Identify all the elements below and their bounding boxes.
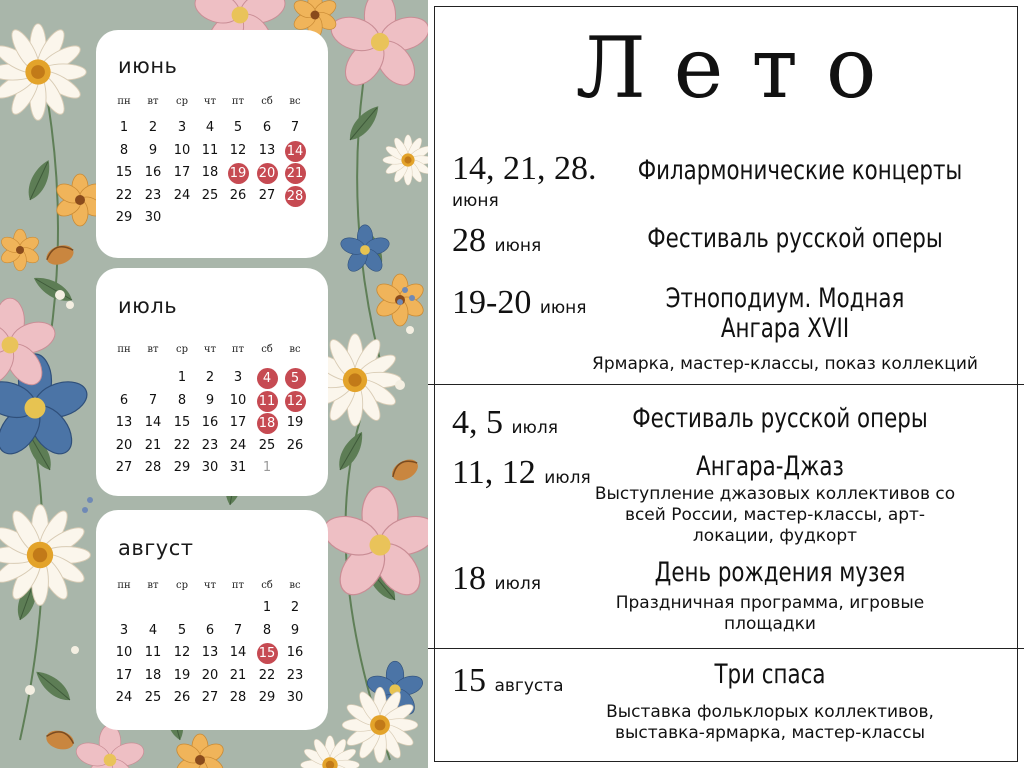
- calendar-day: 24: [115, 690, 133, 705]
- calendar-day: 15: [253, 643, 281, 663]
- calendar-day: 22: [258, 667, 276, 683]
- event-title: Фестиваль русской оперы: [632, 403, 928, 434]
- event-date-unit: июня: [494, 236, 542, 256]
- month-title: август: [118, 536, 194, 560]
- calendar-day: 2: [205, 370, 215, 385]
- month-title: июнь: [118, 54, 178, 78]
- weekday-label: сб: [261, 580, 273, 591]
- calendar-day: 25: [258, 437, 276, 453]
- calendar-day: 16: [144, 165, 162, 180]
- event-date-unit: августа: [494, 676, 564, 696]
- weekday-label: пн: [117, 344, 131, 355]
- calendar-day: 11: [253, 391, 281, 411]
- calendar-day: 16: [286, 645, 304, 660]
- calendar-day: 17: [229, 415, 247, 430]
- calendar-day: 10: [229, 392, 247, 408]
- calendar-day: 5: [281, 368, 309, 388]
- calendar-day: 28: [281, 186, 309, 206]
- calendar-day: 9: [205, 392, 215, 408]
- weekday-label: вт: [147, 96, 159, 107]
- calendar-day: 25: [144, 690, 162, 705]
- calendar-day: 14: [281, 141, 309, 161]
- calendar-day: 1: [119, 120, 129, 135]
- calendar-day: 19: [286, 415, 304, 430]
- calendar-day: 14: [229, 645, 247, 660]
- calendar-day: 20: [253, 163, 281, 183]
- calendar-day: 1: [177, 370, 187, 385]
- event-description-line: Выступление джазовых коллективов со: [594, 484, 956, 504]
- event-date-unit: июня: [452, 191, 499, 211]
- calendar-day: 21: [281, 163, 309, 183]
- weekday-label: чт: [203, 96, 217, 107]
- event-date-unit: июля: [494, 574, 541, 594]
- calendar-day: 24: [173, 187, 191, 203]
- event-date-unit: июля: [544, 468, 591, 488]
- calendar-day: 26: [229, 187, 247, 203]
- calendar-day: 15: [115, 165, 133, 180]
- weekday-label: сб: [261, 344, 273, 355]
- weekday-label: чт: [203, 580, 217, 591]
- weekday-label: пн: [117, 580, 131, 591]
- calendar-day: 18: [201, 165, 219, 180]
- calendar-day: 14: [144, 415, 162, 430]
- calendar-day: 6: [262, 120, 272, 135]
- calendar-day: 26: [286, 437, 304, 453]
- calendar-day: 7: [290, 120, 300, 135]
- weekday-label: вс: [289, 580, 301, 591]
- calendar-day: 23: [201, 437, 219, 453]
- event-title-line: Ангара XVII: [720, 313, 850, 344]
- calendar-day: 29: [115, 210, 133, 225]
- calendar-day: 31: [229, 460, 247, 475]
- event-title: Ангара-Джаз: [696, 451, 844, 482]
- calendar-day: 29: [173, 460, 191, 475]
- calendar-day: 6: [205, 622, 215, 638]
- weekday-label: вт: [147, 344, 159, 355]
- calendar-day: 13: [201, 645, 219, 660]
- event-date-unit: июля: [511, 418, 558, 438]
- weekday-label: вт: [147, 580, 159, 591]
- page-title: Лето: [575, 19, 905, 117]
- calendar-day: 12: [281, 391, 309, 411]
- event-date: [452, 406, 558, 445]
- event-date-value: 28: [452, 222, 486, 259]
- calendar-day: 17: [115, 667, 133, 683]
- event-title-line: Этноподиум. Модная: [665, 283, 905, 314]
- event-description-line: Праздничная программа, игровые: [615, 593, 925, 613]
- event-date-value: 15: [452, 662, 486, 699]
- calendar-day: 2: [148, 120, 158, 135]
- event-description-line: локации, фудкорт: [692, 526, 858, 546]
- weekday-label: вс: [289, 344, 301, 355]
- calendar-day: 8: [119, 142, 129, 158]
- calendar-day: 30: [201, 460, 219, 475]
- event-title: [613, 284, 956, 344]
- event-date-unit: июня: [539, 298, 587, 318]
- event-date: [452, 152, 597, 218]
- event-date-value: 19-20: [452, 284, 532, 321]
- calendar-day: 19: [224, 163, 252, 183]
- calendar-day: 9: [290, 622, 300, 638]
- calendar-day: 18: [144, 667, 162, 683]
- calendar-day: 2: [290, 600, 300, 615]
- calendar-day: 4: [253, 368, 281, 388]
- calendar-day: 26: [173, 690, 191, 705]
- weekday-label: вс: [289, 96, 301, 107]
- calendar-day: 6: [119, 392, 129, 408]
- calendar-day: 7: [233, 622, 243, 638]
- event-title: Фестиваль русской оперы: [647, 223, 943, 254]
- calendar-july: [96, 268, 328, 496]
- calendar-day: 22: [173, 437, 191, 453]
- calendar-day: 17: [173, 165, 191, 180]
- calendar-day: 9: [148, 142, 158, 158]
- calendar-day: 8: [177, 392, 187, 408]
- event-date: [452, 562, 541, 601]
- weekday-label: сб: [261, 96, 273, 107]
- month-title: июль: [118, 294, 178, 318]
- calendar-day: 30: [286, 690, 304, 705]
- calendar-day: 25: [201, 187, 219, 203]
- event-title: Филармонические концерты: [637, 155, 963, 186]
- calendar-day: 3: [233, 370, 243, 385]
- calendar-day: 21: [144, 437, 162, 453]
- event-date-value: 11, 12: [452, 454, 536, 491]
- event-date: [452, 664, 564, 703]
- calendar-day: 3: [119, 622, 129, 638]
- calendar-day: 27: [258, 187, 276, 203]
- divider-july-august: [428, 648, 1024, 649]
- calendar-day: 15: [173, 415, 191, 430]
- event-description-line: всей России, мастер-классы, арт-: [624, 505, 926, 525]
- calendar-day: 12: [229, 142, 247, 158]
- event-date-value: 14, 21, 28.: [452, 150, 597, 187]
- event-date: [452, 286, 587, 325]
- calendar-day: 5: [233, 120, 243, 135]
- weekday-label: чт: [203, 344, 217, 355]
- calendar-day: 1: [262, 600, 272, 615]
- calendar-day: 13: [115, 415, 133, 430]
- calendar-day: 27: [201, 690, 219, 705]
- weekday-label: ср: [175, 96, 188, 107]
- weekday-label: ср: [175, 344, 188, 355]
- event-title: Три спаса: [714, 659, 826, 690]
- calendar-day: 8: [262, 622, 272, 638]
- calendar-day: 16: [201, 415, 219, 430]
- calendar-day: 10: [173, 142, 191, 158]
- calendar-day: 11: [201, 142, 219, 158]
- calendar-day: 10: [115, 645, 133, 660]
- event-date-value: 4, 5: [452, 404, 503, 441]
- event-description-line: Выставка фольклорых коллективов,: [606, 702, 934, 722]
- event-date-value: 18: [452, 560, 486, 597]
- event-description: Ярмарка, мастер-классы, показ коллекций: [592, 354, 978, 374]
- calendar-august: [96, 510, 328, 730]
- calendar-day: 1: [262, 460, 272, 475]
- calendar-day: 11: [144, 645, 162, 660]
- calendar-day: 22: [115, 187, 133, 203]
- calendar-day: 12: [173, 645, 191, 660]
- calendar-day: 4: [148, 622, 158, 638]
- event-description: [580, 702, 960, 744]
- calendar-day: 3: [177, 120, 187, 135]
- calendar-day: 21: [229, 667, 247, 683]
- event-date: [452, 224, 541, 263]
- divider-june-july: [428, 384, 1024, 385]
- weekday-label: пт: [231, 96, 245, 107]
- event-title: День рождения музея: [654, 557, 906, 588]
- calendar-june: [96, 30, 328, 258]
- calendar-day: 7: [148, 392, 158, 408]
- event-description-line: площадки: [724, 614, 816, 634]
- calendar-day: 23: [286, 667, 304, 683]
- calendar-day: 28: [144, 460, 162, 475]
- calendar-day: 5: [177, 622, 187, 638]
- calendar-day: 30: [144, 210, 162, 225]
- weekday-label: пт: [231, 344, 245, 355]
- weekday-label: пн: [117, 96, 131, 107]
- calendar-day: 29: [258, 690, 276, 705]
- calendar-day: 18: [253, 413, 281, 433]
- calendar-day: 27: [115, 460, 133, 475]
- calendar-day: 4: [205, 120, 215, 135]
- calendar-day: 24: [229, 437, 247, 453]
- calendar-day: 20: [201, 667, 219, 683]
- calendar-day: 20: [115, 437, 133, 453]
- calendar-day: 13: [258, 142, 276, 158]
- weekday-label: ср: [175, 580, 188, 591]
- calendar-day: 23: [144, 187, 162, 203]
- calendar-day: 28: [229, 690, 247, 705]
- weekday-label: пт: [231, 580, 245, 591]
- event-description: [570, 484, 980, 547]
- event-description-line: выставка-ярмарка, мастер-классы: [614, 723, 926, 743]
- event-description: [580, 593, 960, 635]
- calendar-day: 19: [173, 667, 191, 683]
